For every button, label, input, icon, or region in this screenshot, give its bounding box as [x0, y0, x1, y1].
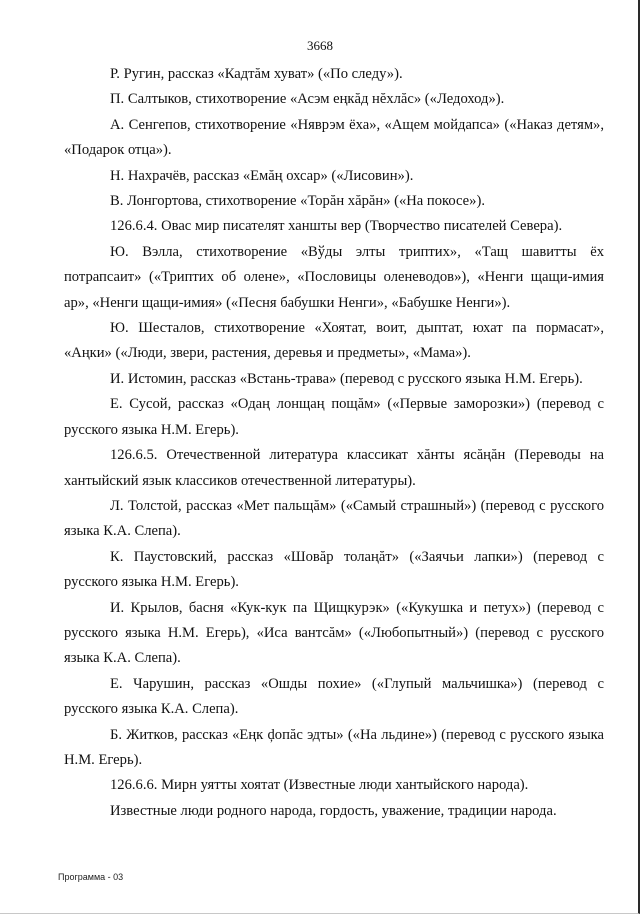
- paragraph-krylov: И. Крылов, басня «Кук-кук па Щищкурэк» («Кукушка и петух») (перевод с русского языка Н.М. Егерь), «Иса вантсăм» («Любопытный») (перевод с русского языка К.А. Слепа).: [64, 599, 604, 667]
- paragraph-istomin: И. Истомин, рассказ «Встань-трава» (перевод с русского языка Н.М. Егерь).: [110, 370, 583, 387]
- section-heading-126-6-5: 126.6.5. Отечественной литература классикат хăнты ясăңăн (Переводы на хантыйский язык классиков отечественной литературы).: [64, 447, 604, 489]
- paragraph-nakhrachev: Н. Нахрачёв, рассказ «Емăң охсар» («Лисовин»).: [110, 167, 414, 184]
- footer-label: Программа - 03: [58, 872, 124, 882]
- paragraph-tolstoy: Л. Толстой, рассказ «Мет пальщăм» («Самый страшный») (перевод с русского языка К.А. Слепа).: [64, 497, 604, 540]
- paragraph-saltykov: П. Салтыков, стихотворение «Асэм еңкăд нĕхлăс» («Ледоход»).: [110, 91, 505, 108]
- paragraph-paustovsky: К. Паустовский, рассказ «Шовăр толаңăт» («Заячьи лапки») (перевод с русского языка Н.М. Егерь).: [64, 548, 604, 591]
- paragraph-rugin: Р. Ругин, рассказ «Кадтăм хуват» («По следу»).: [110, 66, 403, 82]
- paragraph-zhitkov: Б. Житков, рассказ «Еңк ḑопăс эдты» («На льдине») (перевод с русского языка Н.М. Егерь).: [64, 726, 604, 768]
- paragraph-charushin: Е. Чарушин, рассказ «Ошды похие» («Глупый мальчишка») (перевод с русского языка К.А. Слепа).: [64, 675, 604, 718]
- document-body: [64, 62, 604, 824]
- paragraph-susoy: Е. Сусой, рассказ «Одаң лонщаң пощăм» («Первые заморозки») (перевод с русского языка Н.М. Егерь).: [64, 396, 604, 438]
- page-number: 3668: [307, 38, 333, 53]
- section-heading-126-6-4: 126.6.4. Овас мир писателят ханшты вер (Творчество писателей Севера).: [110, 218, 563, 235]
- paragraph-vella: Ю. Вэлла, стихотворение «Вўды элты триптих», «Тащ шавитты ёх потрапсаит» («Триптих об олене», «Пословицы оленеводов»), «Ненги щащи-имия ар», «Ненги щащи-имия» («Песня бабушки Ненги», «Бабушке Ненги»).: [64, 243, 604, 311]
- paragraph-longortova: В. Лонгортова, стихотворение «Торăн хăрăн» («На покосе»).: [110, 193, 485, 210]
- paragraph-shestalov: Ю. Шесталов, стихотворение «Хоятат, воит, дыптат, юхат па пормасат», «Аңки» («Люди, звери, растения, деревья и предметы», «Мама»).: [64, 320, 604, 362]
- paragraph-famous-people: Известные люди родного народа, гордость, уважение, традиции народа.: [110, 802, 557, 819]
- paragraph-sengepov: А. Сенгепов, стихотворение «Няврэм ёха», «Ащем мойдапса» («Наказ детям», «Подарок отца»).: [64, 116, 604, 159]
- section-heading-126-6-6: 126.6.6. Мирн уятты хоятат (Известные люди хантыйского народа).: [110, 777, 529, 794]
